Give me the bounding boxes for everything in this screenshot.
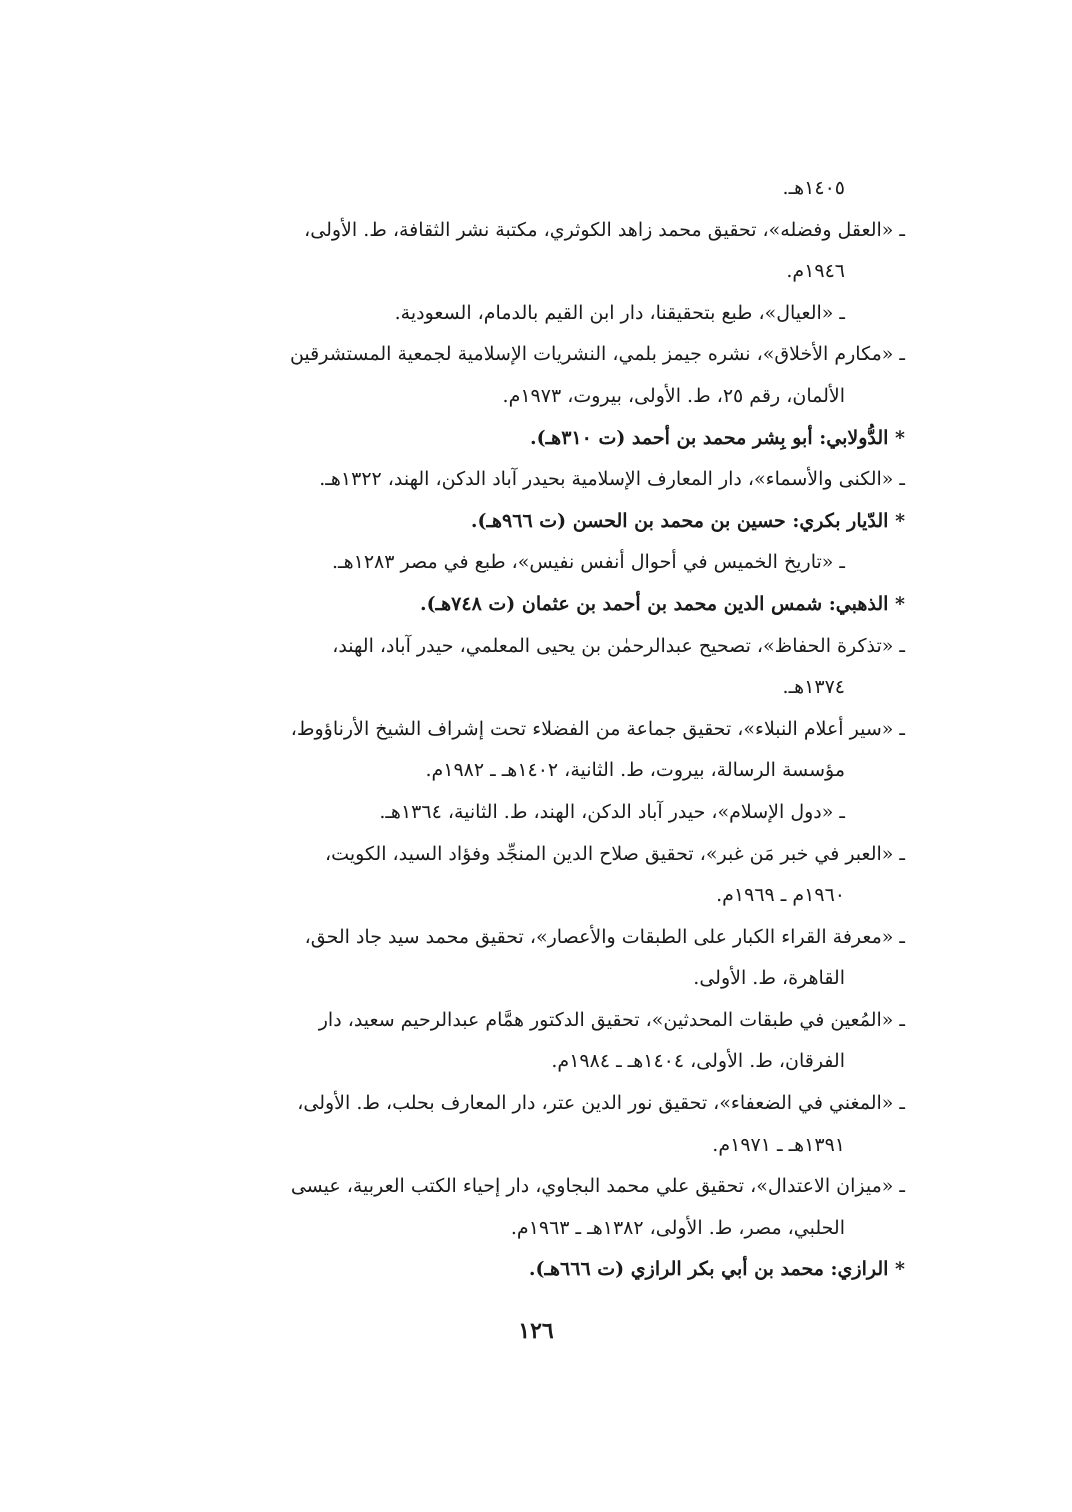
bibliography-entry: ـ «العبر في خبر مَن غبر»، تحقيق صلاح الدين المنجِّد وفؤاد السيد، الكويت،	[325, 842, 905, 865]
author-heading: * الدّيار بكري: حسين بن محمد بن الحسن (ت ٩٦٦هـ).	[470, 509, 905, 532]
bibliography-entry: ـ «العيال»، طبع بتحقيقنا، دار ابن القيم بالدمام، السعودية.	[394, 301, 845, 324]
author-heading: * الذهبي: شمس الدين محمد بن أحمد بن عثمان (ت ٧٤٨هـ).	[419, 592, 905, 615]
bibliography-entry: ـ «العقل وفضله»، تحقيق محمد زاهد الكوثري، مكتبة نشر الثقافة، ط. الأولى،	[304, 218, 905, 241]
text-line: ١٣٧٤هـ.	[782, 676, 845, 699]
text-line: ١٩٦٠م ـ ١٩٦٩م.	[716, 884, 845, 907]
bibliography-entry: ـ «تذكرة الحفاظ»، تصحيح عبدالرحمٰن بن يحيى المعلمي، حيدر آباد، الهند،	[332, 634, 905, 657]
text-line: الفرقان، ط. الأولى، ١٤٠٤هـ ـ ١٩٨٤م.	[551, 1050, 845, 1073]
bibliography-entry: ـ «دول الإسلام»، حيدر آباد الدكن، الهند، ط. الثانية، ١٣٦٤هـ.	[379, 800, 845, 823]
text-line: مؤسسة الرسالة، بيروت، ط. الثانية، ١٤٠٢هـ ـ ١٩٨٢م.	[425, 759, 845, 782]
text-line: الألمان، رقم ٢٥، ط. الأولى، بيروت، ١٩٧٣م.	[502, 384, 845, 407]
page-body	[160, 168, 905, 1291]
text-line: ١٤٠٥هـ.	[782, 177, 845, 199]
bibliography-entry: ـ «الكنى والأسماء»، دار المعارف الإسلامية بحيدر آباد الدكن، الهند، ١٣٢٢هـ.	[319, 468, 905, 491]
author-heading: * الرازي: محمد بن أبي بكر الرازي (ت ٦٦٦هـ).	[528, 1258, 905, 1281]
bibliography-entry: ـ «ميزان الاعتدال»، تحقيق علي محمد البجاوي، دار إحياء الكتب العربية، عيسى	[290, 1175, 905, 1198]
text-line: القاهرة، ط. الأولى.	[693, 967, 845, 990]
author-heading: * الدُّولابي: أبو بِشر محمد بن أحمد (ت ٣١٠هـ).	[530, 426, 905, 449]
text-line: ١٩٤٦م.	[786, 260, 845, 283]
bibliography-entry: ـ «سير أعلام النبلاء»، تحقيق جماعة من الفضلاء تحت إشراف الشيخ الأرناؤوط،	[290, 717, 905, 740]
bibliography-entry: ـ «مكارم الأخلاق»، نشره جيمز بلمي، النشريات الإسلامية لجمعية المستشرقين	[289, 343, 905, 366]
bibliography-entry: ـ «تاريخ الخميس في أحوال أنفس نفيس»، طبع في مصر ١٢٨٣هـ.	[331, 551, 845, 574]
page-number: ١٢٦	[518, 1318, 554, 1344]
text-line: ١٣٩١هـ ـ ١٩٧١م.	[712, 1133, 845, 1156]
text-line: الحلبي، مصر، ط. الأولى، ١٣٨٢هـ ـ ١٩٦٣م.	[510, 1216, 845, 1239]
bibliography-entry: ـ «معرفة القراء الكبار على الطبقات والأعصار»، تحقيق محمد سيد جاد الحق،	[304, 925, 905, 948]
bibliography-entry: ـ «المُعين في طبقات المحدثين»، تحقيق الدكتور همَّام عبدالرحيم سعيد، دار	[318, 1008, 905, 1031]
bibliography-entry: ـ «المغني في الضعفاء»، تحقيق نور الدين عتر، دار المعارف بحلب، ط. الأولى،	[297, 1092, 905, 1115]
